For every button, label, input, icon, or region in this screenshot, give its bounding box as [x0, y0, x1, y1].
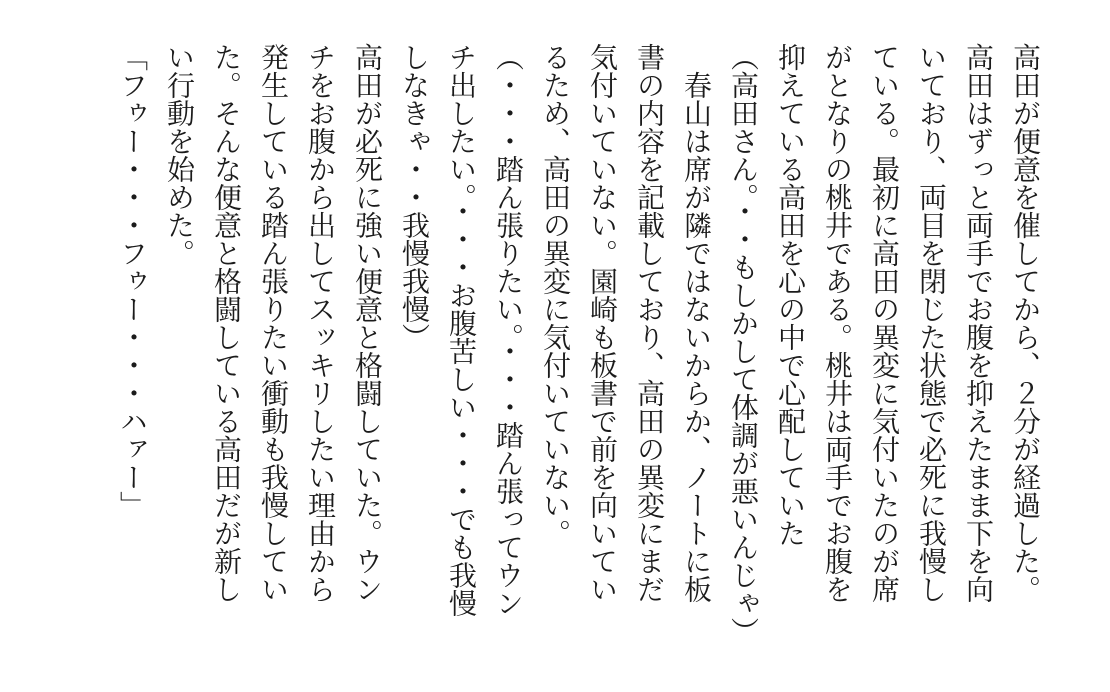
paragraph-narration-2	[531, 43, 719, 692]
text-line: 抑えている高田を心の中で心配していた	[774, 43, 805, 547]
text-line: 気付いていない。園崎も板書で前を向いてい	[586, 43, 617, 603]
text-line: 「フゥー・・・フゥー・・・ハァー」	[116, 43, 147, 519]
text-line: ている。最初に高田の異変に気付いたのが席	[868, 43, 899, 603]
text-line: チをお腹から出してスッキリしたい理由から	[304, 43, 335, 603]
paragraph-inner-monologue-takada	[390, 43, 531, 692]
vertical-text-document	[108, 43, 1048, 692]
paragraph-spoken-quote	[108, 43, 155, 692]
text-line: 春山は席が隣ではないからか、ノートに板	[680, 43, 711, 603]
text-line: い行動を始めた。	[163, 43, 194, 267]
text-line: チ出したい。・・・お腹苦しい・・・でも我慢	[445, 43, 476, 617]
text-line: 高田が便意を催してから、２分が経過した。	[1009, 43, 1040, 603]
text-line: 書の内容を記載しており、高田の異変にまだ	[633, 43, 664, 603]
paragraph-narration-1	[766, 43, 1048, 692]
text-line: しなきゃ・・我慢我慢）	[398, 43, 429, 351]
paragraph-narration-3	[155, 43, 390, 692]
paragraph-inner-monologue-momoi	[719, 43, 766, 692]
text-line: がとなりの桃井である。桃井は両手でお腹を	[821, 43, 852, 603]
text-line: （・・・踏ん張りたい。・・・踏ん張ってウン	[492, 43, 523, 617]
text-line: 高田はずっと両手でお腹を抑えたまま下を向	[962, 43, 993, 603]
text-line: るため、高田の異変に気付いていない。	[539, 43, 570, 547]
text-line: 発生している踏ん張りたい衝動も我慢してい	[257, 43, 288, 603]
text-line: （高田さん。・・もしかして体調が悪いんじゃ）	[727, 43, 758, 645]
text-line: た。そんな便意と格闘している高田だが新し	[210, 43, 241, 603]
text-line: 高田が必死に強い便意と格闘していた。ウン	[351, 43, 382, 603]
text-line: いており、両目を閉じた状態で必死に我慢し	[915, 43, 946, 603]
